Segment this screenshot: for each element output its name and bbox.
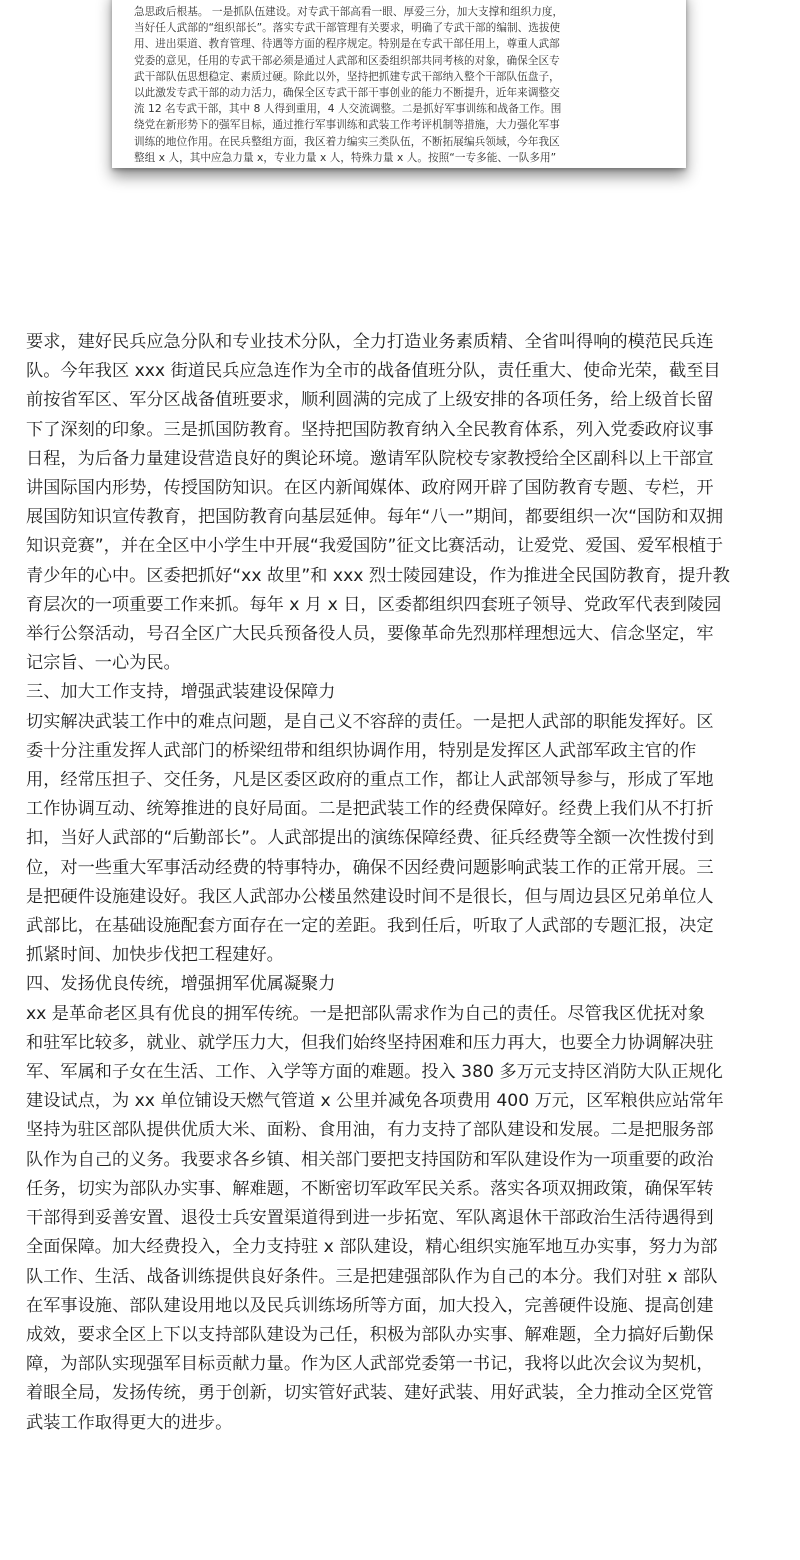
paragraph-2: 切实解决武装工作中的难点问题，是自己义不容辞的责任。一是把人武部的职能发挥好。区 委十分注重发挥人武部门的桥梁纽带和组织协调作用，特别是发挥区人武部军政主官的作 用，经常压担子、交任务，凡是区委区政府的重点工作，都让人武部领导参与，形成了军地 工作协调互动、统筹推进的良好局面。二是把武装工作的经费保障好。经费上我们从不打折 扣，当好人武部的“后勤部长”。人武部提出的演练保障经费、征兵经费等全额一次性拨付到 位，对一些重大军事活动经费的特事特办，确保不因经费问题影响武装工作的正常开展。三 是把硬件设施建设好。我区人武部办公楼虽然建设时间不是很长，但与周边县区兄弟单位人 武部比，在基础设施配套方面存在一定的差距。我到任后，听取了人武部的专题汇报，决定 抓紧时间、加快步伐把工程建好。 <box>26 711 715 966</box>
document-body <box>26 328 778 1438</box>
paragraph-3: xx 是革命老区具有优良的拥军传统。一是把部队需求作为自己的责任。尽管我区优抚对象 和驻军比较多，就业、就学压力大，但我们始终坚持困难和压力再大，也要全力协调解决驻 军、军属和子女在生活、工作、入学等方面的难题。投入 380 多万元支持区消防大队正规化 建设试点，为 xx 单位铺设天燃气管道 x 公里并减免各项费用 400 万元，区军粮供应站常年 坚持为驻区部队提供优质大米、面粉、食用油，有力支持了部队建设和发展。二是把服务部 队作为自己的义务。我要求各乡镇、相关部门要把支持国防和军队建设作为一项重要的政治 任务，切实为部队办实事、解难题，不断密切军政军民关系。落实各项双拥政策，确保军转 干部得到妥善安置、退役士兵安置渠道得到进一步拓宽、军队离退休干部政治生活待遇得到 全面保障。加大经费投入，全力支持驻 x 部队建设，精心组织实施军地互办实事，努力为部 队工作、生活、战备训练提供良好条件。三是把建强部队作为自己的本分。我们对驻 x 部队 在军事设施、部队建设用地以及民兵训练场所等方面，加大投入，完善硬件设施、提高创建 成效，要求全区上下以支持部队建设为己任，积极为部队办实事、解难题，全力搞好后勤保 障，为部队实现强军目标贡献力量。作为区人武部党委第一书记，我将以此次会议为契机， 着眼全局，发扬传统，勇于创新，切实管好武装、建好武装、用好武装，全力推动全区党管 武装工作取得更大的进步。 <box>26 1003 724 1433</box>
paragraph-1: 要求，建好民兵应急分队和专业技术分队，全力打造业务素质精、全省叫得响的模范民兵连 队。今年我区 xxx 街道民兵应急连作为全市的战备值班分队，责任重大、使命光荣，截至目 前按省军区、军分区战备值班要求，顺利圆满的完成了上级安排的各项任务，给上级首长留 下了深刻的印象。三是抓国防教育。坚持把国防教育纳入全民教育体系，列入党委政府议事 日程，为后备力量建设营造良好的舆论环境。邀请军队院校专家教授给全区副科以上干部宣 讲国际国内形势，传授国防知识。在区内新闻媒体、政府网开辟了国防教育专题、专栏，开 展国防知识宣传教育，把国防教育向基层延伸。每年“八一”期间，都要组织一次“国防和双拥 知识竞赛”，并在全区中小学生中开展“我爱国防”征文比赛活动，让爱党、爱国、爱军根植于 青少年的心中。区委把抓好“xx 故里”和 xxx 烈士陵园建设，作为推进全民国防教育，提升教 育层次的一项重要工作来抓。每年 x 月 x 日，区委都组织四套班子领导、党政军代表到陵园 举行公祭活动，号召全区广大民兵预备役人员，要像革命先烈那样理想远大、信念坚定，牢 记宗旨、一心为民。 <box>26 332 730 674</box>
preview-area <box>0 0 800 235</box>
document-preview-card <box>112 0 686 168</box>
section-heading-4: 四、发扬优良传统，增强拥军优属凝聚力 <box>26 974 336 995</box>
section-heading-3: 三、加大工作支持，增强武装建设保障力 <box>26 682 336 703</box>
preview-card-text: 急思政后根基。 一是抓队伍建设。对专武干部高看一眼、厚爱三分，加大支撑和组织力度， 当好任人武部的“组织部长”。落实专武干部管理有关要求，明确了专武干部的编制、选拔使 用、进出渠道、教育管理、待遇等方面的程序规定。特别是在专武干部任用上，尊重人武部 党委的意见，任用的专武干部必须是通过人武部和区委组织部共同考核的对象，确保全区专 武干部队伍思想稳定、素质过硬。除此以外，坚持把抓建专武干部纳入整个干部队伍盘子， 以此激发专武干部的动力活力，确保全区专武干部干事创业的能力不断提升，近年来调整交 流 12 名专武干部，其中 8 人得到重用，4 人交流调整。二是抓好军事训练和战备工作。围 绕党在新形势下的强军目标，通过推行军事训练和武装工作考评机制等措施，大力强化军事 训练的地位作用。在民兵整组方面，我区着力编实三类队伍，不断拓展编兵领域，今年我区 整组 x 人，其中应急力量 x，专业力量 x 人，特殊力量 x 人。按照“一专多能、一队多用” <box>134 5 564 164</box>
